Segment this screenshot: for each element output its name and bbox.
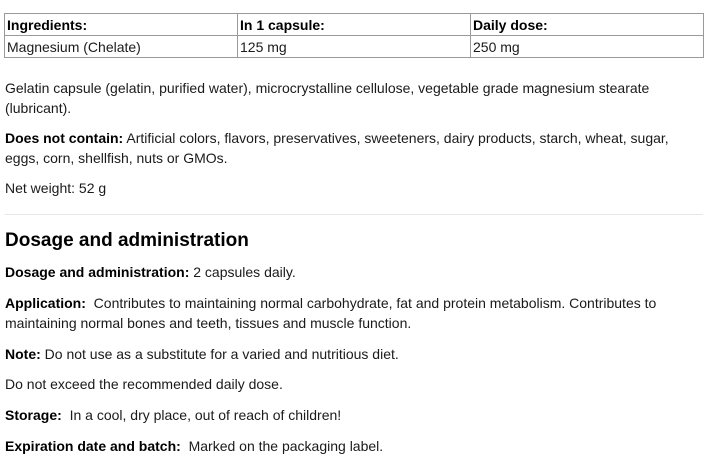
table-row	[5, 36, 704, 58]
expiration-paragraph	[5, 436, 705, 456]
note-paragraph	[5, 344, 705, 364]
net-weight-text: Net weight: 52 g	[5, 180, 107, 196]
table-header-row	[5, 14, 704, 36]
storage-paragraph	[5, 405, 705, 425]
expiration-label: Expiration date and batch:	[5, 438, 181, 454]
application-text: Contributes to maintaining normal carbohydrate, fat and protein metabolism. Contributes to maintaining normal bones and teeth, tissues and muscle function.	[5, 295, 661, 331]
does-not-contain-text: Artificial colors, flavors, preservatives, sweeteners, dairy products, starch, wheat, sugar, eggs, corn, shellfish, nuts or GMOs.	[5, 130, 669, 166]
application-label: Application:	[5, 295, 86, 311]
dosage-paragraph	[5, 262, 705, 282]
cell-ingredient-name: Magnesium (Chelate)	[5, 36, 238, 58]
section-divider	[5, 214, 703, 215]
dosage-text: 2 capsules daily.	[189, 264, 296, 280]
header-in-1-capsule: In 1 capsule:	[238, 14, 471, 36]
section-title: Dosage and administration	[5, 230, 249, 251]
note-text: Do not use as a substitute for a varied and nutritious diet.	[40, 346, 399, 362]
daily-dose-warning: Do not exceed the recommended daily dose.	[5, 376, 283, 392]
storage-label: Storage:	[5, 407, 62, 423]
storage-text: In a cool, dry place, out of reach of children!	[61, 407, 342, 423]
cell-per-capsule: 125 mg	[238, 36, 471, 58]
header-ingredients: Ingredients:	[5, 14, 238, 36]
header-daily-dose: Daily dose:	[471, 14, 704, 36]
expiration-text: Marked on the packaging label.	[180, 438, 384, 454]
dosage-label: Dosage and administration:	[5, 264, 190, 280]
composition-text: Gelatin capsule (gelatin, purified water), microcrystalline cellulose, vegetable grade magnesium stearate (lubricant).	[5, 80, 650, 116]
ingredients-table	[4, 13, 704, 58]
note-label: Note:	[5, 346, 41, 362]
does-not-contain-paragraph	[5, 128, 705, 168]
application-paragraph	[5, 293, 705, 333]
cell-daily-dose: 250 mg	[471, 36, 704, 58]
does-not-contain-label: Does not contain:	[5, 130, 124, 146]
